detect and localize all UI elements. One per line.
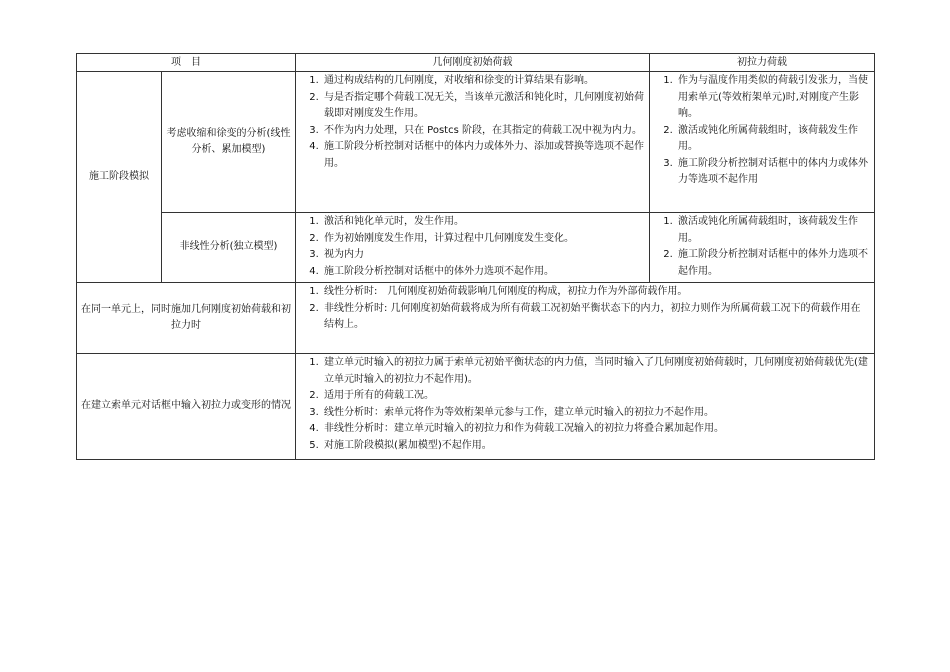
table-row (77, 354, 875, 460)
nonlinear-pretension-cell (650, 213, 875, 283)
list-item: 3. 视为内力 (322, 247, 645, 264)
construction-label: 施工阶段模拟 (77, 72, 162, 283)
list-item: 2. 作为初始刚度发生作用，计算过程中几何刚度发生变化。 (322, 231, 645, 248)
list-item: 1. 作为与温度作用类似的荷载引发张力，当使用索单元(等效桁架单元)时,对刚度产生影响。 (676, 73, 870, 123)
list-item: 4. 非线性分析时：建立单元时输入的初拉力和作为荷载工况输入的初拉力将叠合累加起作用。 (322, 421, 870, 438)
nonlinear-geometric-list (296, 213, 649, 281)
list-item: 4. 施工阶段分析控制对话框中的体外力选项不起作用。 (322, 264, 645, 281)
list-item: 1. 建立单元时输入的初拉力属于索单元初始平衡状态的内力值，当同时输入了几何刚度初始荷载时，几何刚度初始荷载优先(建立单元时输入的初拉力不起作用)。 (322, 355, 870, 388)
list-item: 4. 施工阶段分析控制对话框中的体内力或体外力、添加或替换等选项不起作用。 (322, 139, 645, 172)
table-row (77, 213, 875, 283)
same-element-list (296, 283, 874, 335)
nonlinear-pretension-list (650, 213, 874, 281)
list-item: 1. 通过构成结构的几何刚度，对收缩和徐变的计算结果有影响。 (322, 73, 645, 90)
linear-label: 考虑收缩和徐变的分析(线性分析、累加模型) (162, 72, 296, 213)
list-item: 1. 激活和钝化单元时，发生作用。 (322, 214, 645, 231)
table-row (77, 72, 875, 213)
list-item: 5. 对施工阶段模拟(累加模型)不起作用。 (322, 438, 870, 455)
linear-pretension-list (650, 72, 874, 190)
list-item: 2. 非线性分析时: 几何刚度初始荷载将成为所有荷载工况初始平衡状态下的内力，初拉力则作为所属荷载工况下的荷载作用在结构上。 (322, 301, 870, 334)
cable-dialog-label: 在建立索单元对话框中输入初拉力或变形的情况 (77, 354, 296, 460)
same-element-cell (296, 283, 875, 354)
list-item: 2. 适用于所有的荷载工况。 (322, 388, 870, 405)
header-item: 项 目 (77, 54, 296, 72)
comparison-table (76, 53, 875, 460)
list-item: 2. 与是否指定哪个荷载工况无关，当该单元激活和钝化时，几何刚度初始荷载即对刚度发生作用。 (322, 90, 645, 123)
header-row (77, 54, 875, 72)
list-item: 2. 施工阶段分析控制对话框中的体外力选项不起作用。 (676, 247, 870, 280)
list-item: 3. 施工阶段分析控制对话框中的体内力或体外力等选项不起作用 (676, 156, 870, 189)
cable-dialog-cell (296, 354, 875, 460)
header-geometric: 几何刚度初始荷载 (296, 54, 650, 72)
list-item: 1. 线性分析时: 几何刚度初始荷载影响几何刚度的构成，初拉力作为外部荷载作用。 (322, 284, 870, 301)
header-pretension: 初拉力荷载 (650, 54, 875, 72)
list-item: 2. 激活或钝化所属荷载组时，该荷载发生作用。 (676, 123, 870, 156)
cable-dialog-list (296, 354, 874, 455)
linear-geometric-list (296, 72, 649, 173)
table-row (77, 283, 875, 354)
list-item: 1. 激活或钝化所属荷载组时，该荷载发生作用。 (676, 214, 870, 247)
list-item: 3. 不作为内力处理，只在 Postcs 阶段，在其指定的荷载工况中视为内力。 (322, 123, 645, 140)
nonlinear-label: 非线性分析(独立模型) (162, 213, 296, 283)
linear-pretension-cell (650, 72, 875, 213)
nonlinear-geometric-cell (296, 213, 650, 283)
same-element-label: 在同一单元上，同时施加几何刚度初始荷载和初拉力时 (77, 283, 296, 354)
list-item: 3. 线性分析时：索单元将作为等效桁架单元参与工作，建立单元时输入的初拉力不起作用。 (322, 405, 870, 422)
linear-geometric-cell (296, 72, 650, 213)
